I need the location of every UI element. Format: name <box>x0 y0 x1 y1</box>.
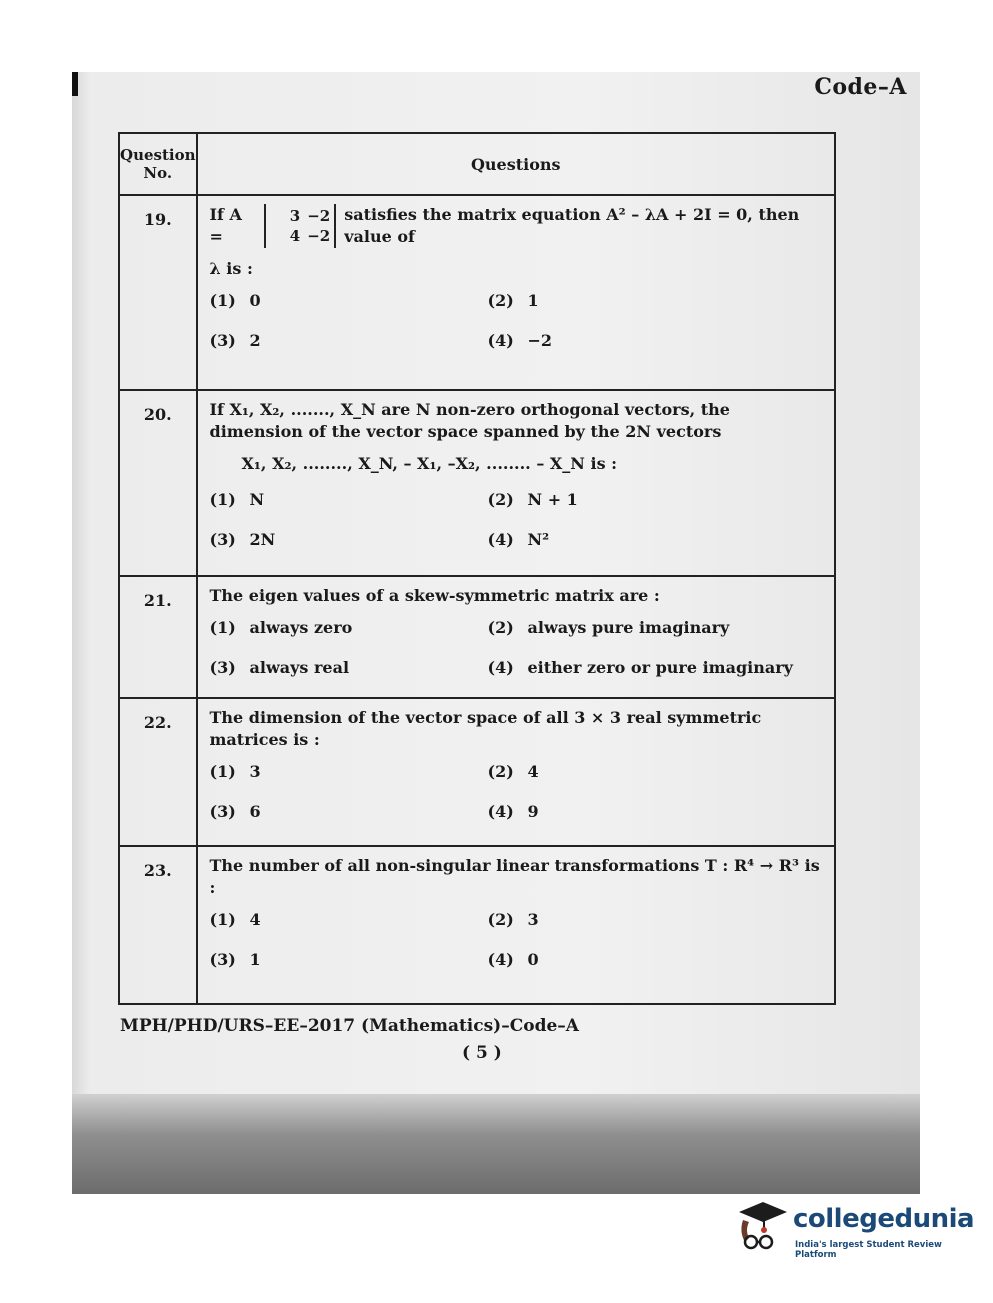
question-stem: The eigen values of a skew-symmetric matrix are : <box>209 586 660 605</box>
matrix-cell: 4 <box>289 227 301 245</box>
logo-tagline: India's largest Student Review Platform <box>795 1240 942 1260</box>
option: (1) N <box>209 490 265 509</box>
option: (3) 2N <box>209 530 276 549</box>
question-stem: If X₁, X₂, ......., X_N are N non-zero orthogonal vectors, the dimension of the vector space spanned by the 2N vectors <box>209 400 730 441</box>
collegedunia-logo[interactable] <box>733 1198 975 1260</box>
matrix-cell: −2 <box>307 207 331 225</box>
question-stem: The dimension of the vector space of all 3 × 3 real symmetric matrices is : <box>209 708 762 749</box>
question-body <box>197 846 836 1004</box>
matrix <box>264 204 336 248</box>
options <box>210 909 829 979</box>
option: (1) always zero <box>209 618 353 637</box>
question-row <box>119 390 835 576</box>
option: (3) always real <box>209 658 350 677</box>
page-number: ( 5 ) <box>462 1043 502 1063</box>
matrix-cell: −2 <box>307 227 331 245</box>
option: (3) 2 <box>209 331 261 350</box>
options <box>210 761 829 831</box>
question-number: 19. <box>119 195 197 390</box>
options <box>210 617 829 687</box>
question-row <box>119 698 835 846</box>
table-header-row <box>119 133 835 195</box>
option: (4) either zero or pure imaginary <box>487 658 793 677</box>
question-stem: The number of all non-singular linear transformations T : R⁴ → R³ is : <box>209 856 820 897</box>
graduate-mascot-icon <box>733 1198 789 1258</box>
logo-brand: collegedunia <box>793 1204 975 1234</box>
scan-bottom-shadow <box>72 1094 920 1194</box>
option: (4) 9 <box>487 802 539 821</box>
option: (1) 3 <box>209 762 261 781</box>
stem-prefix: If A = <box>209 205 242 246</box>
option: (3) 1 <box>209 950 261 969</box>
paper-code: Code–A <box>814 74 907 100</box>
question-body <box>197 698 836 846</box>
option: (4) −2 <box>487 331 553 350</box>
question-body <box>197 195 836 390</box>
option: (2) 3 <box>487 910 539 929</box>
option: (2) N + 1 <box>487 490 578 509</box>
question-row <box>119 576 835 698</box>
question-body <box>197 390 836 576</box>
option: (2) always pure imaginary <box>487 618 730 637</box>
question-stem-line2: λ is : <box>209 259 253 278</box>
option: (2) 1 <box>487 291 539 310</box>
questions-header: Questions <box>197 133 836 195</box>
options <box>210 489 829 559</box>
option: (1) 4 <box>209 910 261 929</box>
question-stem <box>210 204 829 248</box>
option: (1) 0 <box>209 291 261 310</box>
stem-suffix: satisfies the matrix equation A² – λA + 2I = 0, then value of <box>344 205 800 246</box>
option: (3) 6 <box>209 802 261 821</box>
question-number: 21. <box>119 576 197 698</box>
option: (4) 0 <box>487 950 539 969</box>
options <box>210 290 829 360</box>
question-number: 20. <box>119 390 197 576</box>
question-body <box>197 576 836 698</box>
vector-list: X₁, X₂, ........, X_N, – X₁, –X₂, ........ – X_N is : <box>241 454 618 473</box>
option: (4) N² <box>487 530 550 549</box>
question-number: 23. <box>119 846 197 1004</box>
option: (2) 4 <box>487 762 539 781</box>
questions-table <box>118 132 836 1005</box>
question-no-header: Question No. <box>119 133 197 195</box>
exam-footer: MPH/PHD/URS–EE–2017 (Mathematics)–Code–A <box>120 1016 579 1036</box>
matrix-cell: 3 <box>289 207 301 225</box>
scan-edge-mark <box>72 72 78 96</box>
question-row <box>119 846 835 1004</box>
question-number: 22. <box>119 698 197 846</box>
question-row <box>119 195 835 390</box>
